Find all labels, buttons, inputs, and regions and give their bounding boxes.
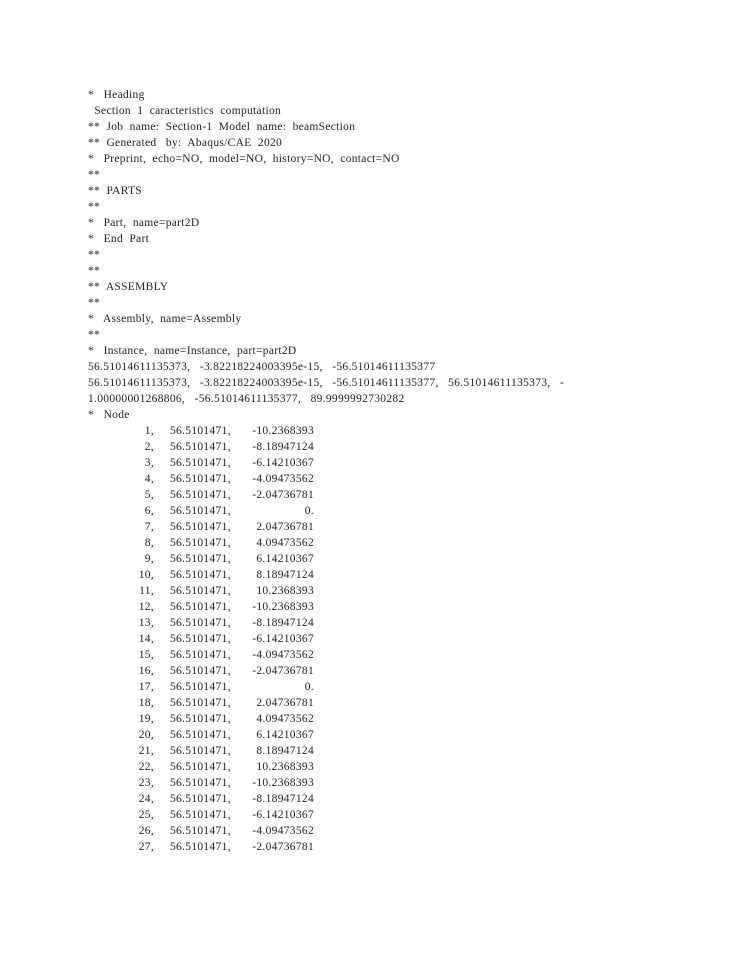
node-y: 4.09473562 bbox=[256, 537, 314, 549]
node-row bbox=[0, 775, 741, 791]
node-y: 10.2368393 bbox=[256, 585, 314, 597]
node-id: 6, bbox=[144, 505, 154, 517]
node-id: 4, bbox=[144, 473, 154, 485]
node-x: 56.5101471, bbox=[170, 457, 231, 469]
node-id: 20, bbox=[138, 729, 154, 741]
node-y: 6.14210367 bbox=[256, 729, 314, 741]
node-y: -8.18947124 bbox=[252, 441, 314, 453]
part-keyword: * Part, name=part2D bbox=[88, 217, 200, 229]
node-x: 56.5101471, bbox=[170, 777, 231, 789]
node-row bbox=[0, 519, 741, 535]
node-y: -2.04736781 bbox=[252, 489, 314, 501]
assembly-comment: ** ASSEMBLY bbox=[88, 281, 169, 293]
node-x: 56.5101471, bbox=[170, 489, 231, 501]
node-id: 18, bbox=[138, 697, 154, 709]
node-row bbox=[0, 807, 741, 823]
node-row bbox=[0, 631, 741, 647]
node-id: 7, bbox=[144, 521, 154, 533]
generated-by-comment: ** Generated by: Abaqus/CAE 2020 bbox=[88, 137, 283, 149]
node-x: 56.5101471, bbox=[170, 617, 231, 629]
node-y: -4.09473562 bbox=[252, 825, 314, 837]
node-row bbox=[0, 455, 741, 471]
node-y: 10.2368393 bbox=[256, 761, 314, 773]
instance-translation-line: 56.51014611135373, -3.82218224003395e-15, -56.51014611135377 bbox=[88, 361, 436, 373]
node-y: 4.09473562 bbox=[256, 713, 314, 725]
node-id: 10, bbox=[138, 569, 154, 581]
node-x: 56.5101471, bbox=[170, 633, 231, 645]
comment-line: ** bbox=[88, 249, 101, 261]
instance-keyword: * Instance, name=Instance, part=part2D bbox=[88, 345, 297, 357]
node-row bbox=[0, 567, 741, 583]
node-y: -6.14210367 bbox=[252, 809, 314, 821]
comment-line: ** bbox=[88, 329, 101, 341]
node-x: 56.5101471, bbox=[170, 585, 231, 597]
node-row bbox=[0, 487, 741, 503]
node-x: 56.5101471, bbox=[170, 761, 231, 773]
node-row bbox=[0, 503, 741, 519]
end-part-keyword: * End Part bbox=[88, 233, 150, 245]
node-x: 56.5101471, bbox=[170, 553, 231, 565]
node-id: 14, bbox=[138, 633, 154, 645]
node-row bbox=[0, 839, 741, 855]
node-y: -6.14210367 bbox=[252, 633, 314, 645]
node-x: 56.5101471, bbox=[170, 681, 231, 693]
comment-line: ** bbox=[88, 265, 101, 277]
node-y: -4.09473562 bbox=[252, 649, 314, 661]
node-id: 13, bbox=[138, 617, 154, 629]
node-id: 26, bbox=[138, 825, 154, 837]
node-id: 15, bbox=[138, 649, 154, 661]
node-row bbox=[0, 535, 741, 551]
node-x: 56.5101471, bbox=[170, 569, 231, 581]
node-x: 56.5101471, bbox=[170, 601, 231, 613]
comment-line: ** bbox=[88, 201, 101, 213]
node-id: 19, bbox=[138, 713, 154, 725]
node-id: 8, bbox=[144, 537, 154, 549]
node-x: 56.5101471, bbox=[170, 665, 231, 677]
assembly-keyword: * Assembly, name=Assembly bbox=[88, 313, 242, 325]
node-row bbox=[0, 695, 741, 711]
node-x: 56.5101471, bbox=[170, 809, 231, 821]
node-row bbox=[0, 823, 741, 839]
instance-rotation-line: 56.51014611135373, -3.82218224003395e-15, -56.51014611135377, 56.51014611135373, - bbox=[88, 377, 565, 389]
node-row bbox=[0, 551, 741, 567]
node-id: 5, bbox=[144, 489, 154, 501]
node-x: 56.5101471, bbox=[170, 729, 231, 741]
node-y: -2.04736781 bbox=[252, 841, 314, 853]
comment-line: ** bbox=[88, 169, 101, 181]
node-id: 12, bbox=[138, 601, 154, 613]
node-id: 25, bbox=[138, 809, 154, 821]
node-row bbox=[0, 583, 741, 599]
node-x: 56.5101471, bbox=[170, 505, 231, 517]
node-id: 2, bbox=[144, 441, 154, 453]
node-row bbox=[0, 647, 741, 663]
node-x: 56.5101471, bbox=[170, 441, 231, 453]
heading-text: Section 1 caracteristics computation bbox=[88, 105, 282, 117]
node-row bbox=[0, 791, 741, 807]
node-x: 56.5101471, bbox=[170, 521, 231, 533]
node-y: -8.18947124 bbox=[252, 617, 314, 629]
node-id: 1, bbox=[144, 425, 154, 437]
node-id: 9, bbox=[144, 553, 154, 565]
node-y: 2.04736781 bbox=[256, 697, 314, 709]
node-x: 56.5101471, bbox=[170, 537, 231, 549]
node-row bbox=[0, 471, 741, 487]
node-x: 56.5101471, bbox=[170, 697, 231, 709]
node-row bbox=[0, 615, 741, 631]
comment-line: ** bbox=[88, 297, 101, 309]
node-x: 56.5101471, bbox=[170, 793, 231, 805]
node-row bbox=[0, 759, 741, 775]
node-row bbox=[0, 711, 741, 727]
node-x: 56.5101471, bbox=[170, 649, 231, 661]
node-y: -8.18947124 bbox=[252, 793, 314, 805]
node-y: 8.18947124 bbox=[256, 745, 314, 757]
node-y: -6.14210367 bbox=[252, 457, 314, 469]
node-y: -2.04736781 bbox=[252, 665, 314, 677]
node-x: 56.5101471, bbox=[170, 825, 231, 837]
job-name-comment: ** Job name: Section-1 Model name: beamSection bbox=[88, 121, 356, 133]
node-y: 0. bbox=[304, 505, 314, 517]
node-row bbox=[0, 663, 741, 679]
node-x: 56.5101471, bbox=[170, 473, 231, 485]
node-row bbox=[0, 679, 741, 695]
node-id: 27, bbox=[138, 841, 154, 853]
node-y: -4.09473562 bbox=[252, 473, 314, 485]
node-x: 56.5101471, bbox=[170, 745, 231, 757]
node-y: -10.2368393 bbox=[252, 601, 314, 613]
node-row bbox=[0, 743, 741, 759]
parts-comment: ** PARTS bbox=[88, 185, 142, 197]
node-id: 17, bbox=[138, 681, 154, 693]
node-y: 2.04736781 bbox=[256, 521, 314, 533]
node-id: 3, bbox=[144, 457, 154, 469]
node-y: -10.2368393 bbox=[252, 777, 314, 789]
node-id: 24, bbox=[138, 793, 154, 805]
node-y: -10.2368393 bbox=[252, 425, 314, 437]
preprint-keyword: * Preprint, echo=NO, model=NO, history=NO, contact=NO bbox=[88, 153, 400, 165]
node-id: 16, bbox=[138, 665, 154, 677]
node-y: 6.14210367 bbox=[256, 553, 314, 565]
node-id: 21, bbox=[138, 745, 154, 757]
node-row bbox=[0, 439, 741, 455]
node-row bbox=[0, 727, 741, 743]
node-y: 0. bbox=[304, 681, 314, 693]
node-x: 56.5101471, bbox=[170, 425, 231, 437]
node-row bbox=[0, 599, 741, 615]
node-id: 23, bbox=[138, 777, 154, 789]
node-id: 22, bbox=[138, 761, 154, 773]
node-x: 56.5101471, bbox=[170, 841, 231, 853]
node-y: 8.18947124 bbox=[256, 569, 314, 581]
instance-rotation-line-cont: 1.00000001268806, -56.51014611135377, 89.9999992730282 bbox=[88, 393, 405, 405]
heading-keyword: * Heading bbox=[88, 89, 145, 101]
node-row bbox=[0, 423, 741, 439]
node-id: 11, bbox=[139, 585, 154, 597]
node-keyword: * Node bbox=[88, 409, 130, 421]
node-x: 56.5101471, bbox=[170, 713, 231, 725]
